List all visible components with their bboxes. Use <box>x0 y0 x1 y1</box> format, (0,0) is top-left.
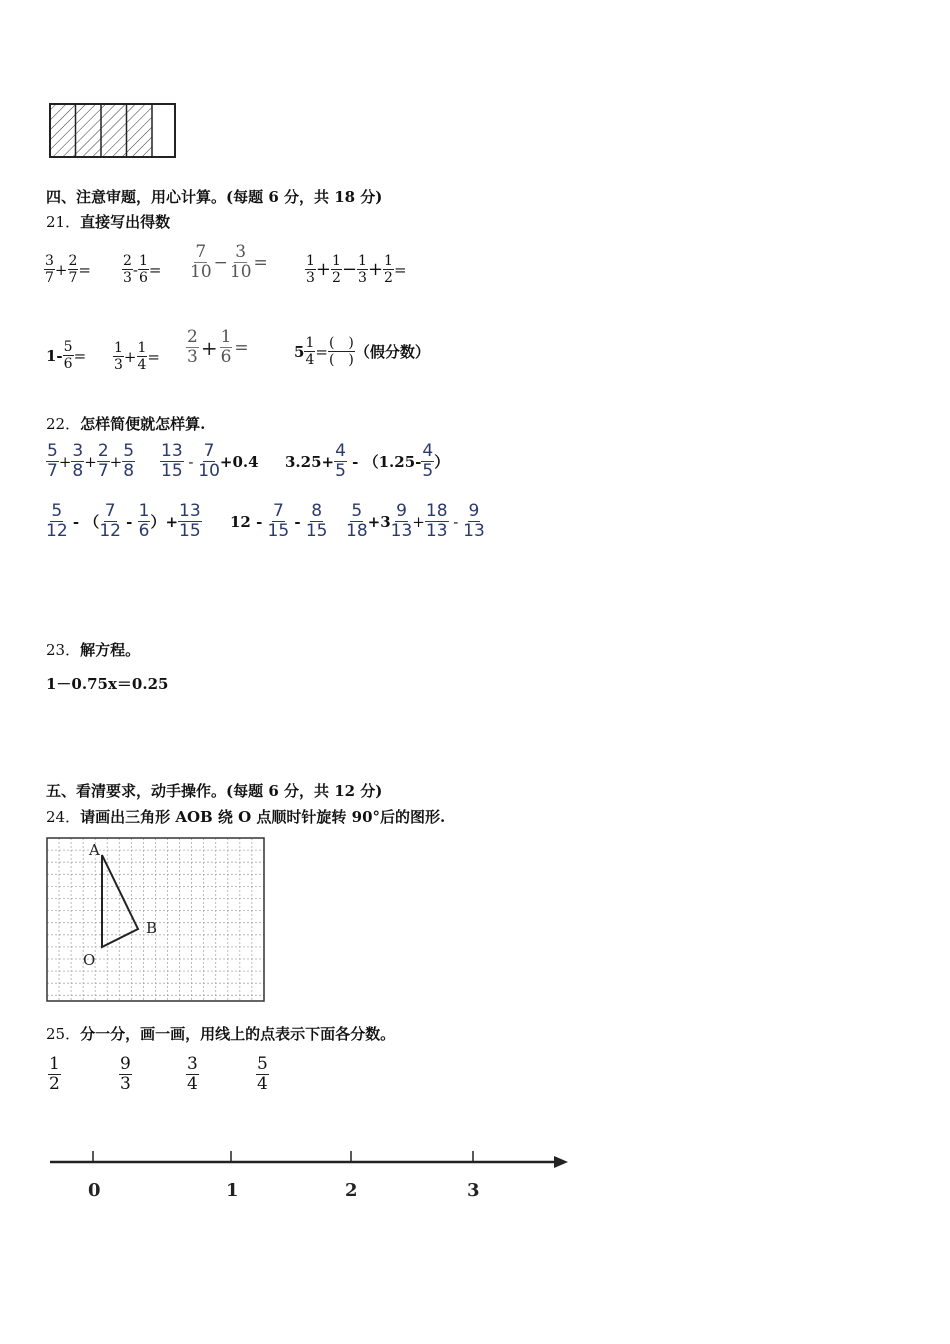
q25-fraction-3: $\frac{3}{4}$ <box>187 1054 198 1094</box>
q21-expr-7: $\frac{2}{3}$ + $\frac{1}{6}$ = <box>187 327 249 367</box>
q21-expr-8: 5 $\frac{1}{4}$ = $\frac{( )}{( )}$ （假分数） <box>294 335 430 368</box>
q22-heading: 22．怎样简便就怎样算. <box>46 415 206 433</box>
q23-heading: 23．解方程。 <box>46 641 141 659</box>
q25-heading: 25．分一分，画一画，用线上的点表示下面各分数。 <box>46 1025 396 1043</box>
q22-expr-6: $\frac{5}{18}$ +3 $\frac{9}{13}$ + $\frac{18}{13}$ - $\frac{9}{13}$ <box>346 501 485 541</box>
q22-expr-4: $\frac{5}{12}$ - （ $\frac{7}{12}$ - $\frac{1}{6}$ ）+ $\frac{13}{15}$ <box>46 501 201 541</box>
q21-expr-6: $\frac{1}{3}$ + $\frac{1}{4}$ = <box>114 340 160 373</box>
section4-title: 四、注意审题，用心计算。(每题 6 分，共 18 分) <box>46 188 383 206</box>
section5-title: 五、看清要求，动手操作。(每题 6 分，共 12 分) <box>46 782 383 800</box>
q25-fraction-4: $\frac{5}{4}$ <box>257 1054 268 1094</box>
tick-label-0: 0 <box>88 1180 101 1201</box>
q25-fraction-1: $\frac{1}{2}$ <box>49 1054 60 1094</box>
q22-expr-5: 12 - $\frac{7}{15}$ - $\frac{8}{15}$ <box>230 501 328 541</box>
q21-expr-4: $\frac{1}{3}$ + $\frac{1}{2}$ − $\frac{1}{3}$ + $\frac{1}{2}$ = <box>306 253 407 286</box>
label-b: B <box>146 919 158 937</box>
tick-label-3: 3 <box>467 1180 480 1201</box>
triangle-grid <box>46 837 268 1005</box>
hatched-rectangle-icon <box>48 102 178 160</box>
tick-label-1: 1 <box>226 1180 239 1201</box>
label-o: O <box>83 951 96 969</box>
number-line <box>46 1145 576 1205</box>
arrow-icon <box>554 1156 568 1168</box>
q21-expr-1: $\frac{3}{7}$ + $\frac{2}{7}$ = <box>45 253 91 286</box>
q22-expr-3: 3.25+ $\frac{4}{5}$ - （1.25- $\frac{4}{5}$ ） <box>285 441 450 481</box>
q21-expr-3: $\frac{7}{10}$ − $\frac{3}{10}$ = <box>190 242 268 282</box>
label-a: A <box>89 841 100 859</box>
q24-heading: 24．请画出三角形 AOB 绕 O 点顺时针旋转 90°后的图形. <box>46 808 446 826</box>
q23-equation: 1－0.75x＝0.25 <box>46 675 169 693</box>
triangle-aob <box>102 855 138 947</box>
q21-expr-2: $\frac{2}{3}$ - $\frac{1}{6}$ = <box>123 253 162 286</box>
q21-heading: 21．直接写出得数 <box>46 213 171 231</box>
q25-fraction-2: $\frac{9}{3}$ <box>120 1054 131 1094</box>
q22-expr-1: $\frac{5}{7}$ + $\frac{3}{8}$ + $\frac{2}{7}$ + $\frac{5}{8}$ <box>47 441 135 481</box>
q21-expr-5: 1- $\frac{5}{6}$ = <box>46 339 87 372</box>
tick-label-2: 2 <box>345 1180 358 1201</box>
q22-expr-2: $\frac{13}{15}$ - $\frac{7}{10}$ +0.4 <box>161 441 259 481</box>
